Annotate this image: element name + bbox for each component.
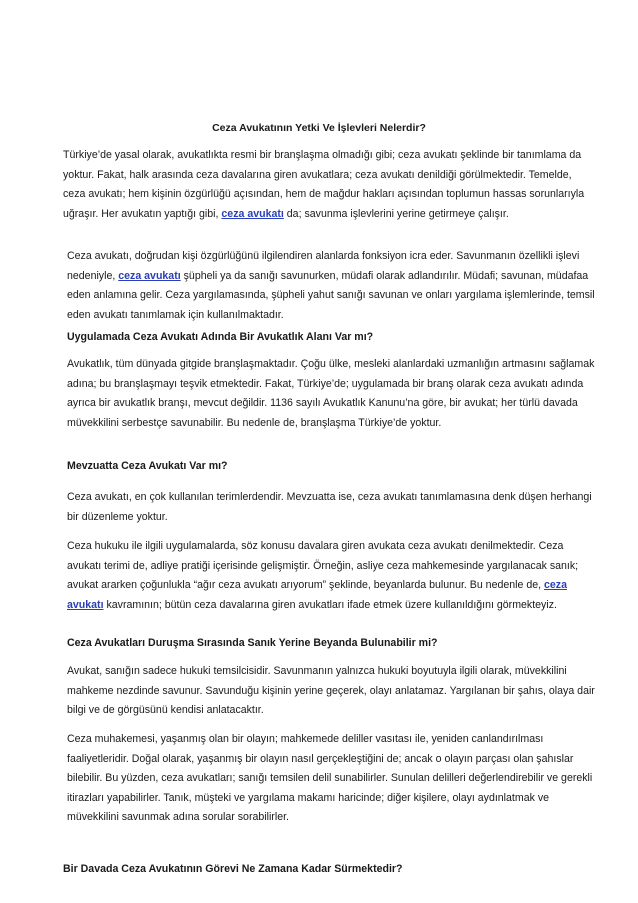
paragraph-intro-text-start: Türkiye’de yasal olarak, avukatlıkta resmi bir branşlaşma olmadığı gibi; ceza avukatı şeklinde bir tanımlama da yoktur. Fakat, halk arasında ceza davalarına giren avukatlara; ceza avukatı denildiği görülmektedir. Temelde, ceza avukatı; hem kişinin özgürlüğü açısından, hem de mağdur hakları açısından toplumun hassas sorunlarıyla uğraşır. Her avukatın yaptığı gibi, — [63, 149, 585, 220]
paragraph-legislation-2 — [63, 537, 597, 615]
ceza-avukati-link-3[interactable]: ceza avukatı — [67, 579, 567, 611]
heading-duration: Bir Davada Ceza Avukatının Görevi Ne Zamana Kadar Sürmektedir? — [63, 863, 403, 875]
ceza-avukati-link-1[interactable]: ceza avukatı — [221, 207, 284, 220]
ceza-avukati-link-2[interactable]: ceza avukatı — [118, 269, 181, 282]
paragraph-defender-text-start: Ceza avukatı, doğrudan kişi özgürlüğünü ilgilendiren alanlarda fonksiyon icra eder. Savunmanın özellikli işlevi nedeniyle, — [67, 250, 580, 282]
paragraph-practice: Avukatlık, tüm dünyada gitgide branşlaşmaktadır. Çoğu ülke, mesleki alanlardaki uzmanlığın artmasını sağlamak adına; bu branşlaşmayı teşvik etmektedir. Fakat, Türkiye’de; uygulamada bir branş olarak ceza avukatı adında ayrıca bir avukatlık branşı, mevcut değildir. 1136 sayılı Avukatlık Kanunu’na göre, bir avukat; her türlü davada müvekkilini serbestçe savunabilir. Bu nedenle de, branşlaşma Türkiye’de yoktur. — [67, 358, 595, 429]
paragraph-intro-text-end: da; savunma işlevlerini yerine getirmeye çalışır. — [283, 207, 509, 220]
paragraph-defender — [63, 247, 597, 325]
heading-hearing: Ceza Avukatları Duruşma Sırasında Sanık Yerine Beyanda Bulunabilir mi? — [67, 637, 438, 649]
paragraph-defender-text-end: şüpheli ya da sanığı savunurken, müdafi olarak adlandırılır. Müdafi; savunan, müdafaa eden anlamına gelir. Ceza yargılamasında, şüpheli yahut sanığı savunan ve onları yargılama işlemlerinde, temsil eden avukatı tanımlamak için kullanılmaktadır. — [67, 269, 595, 321]
paragraph-legislation-1: Ceza avukatı, en çok kullanılan terimlerdendir. Mevzuatta ise, ceza avukatı tanımlamasına denk düşen herhangi bir düzenleme yoktur. — [67, 491, 592, 523]
paragraph-hearing-2: Ceza muhakemesi, yaşanmış olan bir olayın; mahkemede deliller vasıtası ile, yeniden canlandırılması faaliyetleridir. Doğal olarak, yaşanmış bir olayın nasıl gerçekleştiğini de; ancak o olayın parçası olan şahıslar bilebilir. Bu yüzden, ceza avukatları; sanığı temsilen delil sunabilirler. Sunulan delilleri değerlendirebilir ve gerekli itirazları yapabilirler. Tanık, müşteki ve yargılama makamı haricinde; diğer kişilere, olayı aydınlatmak ve müvekkilini savunmak adına sorular sorabilirler. — [67, 733, 593, 824]
document-title: Ceza Avukatının Yetki Ve İşlevleri Nelerdir? — [212, 122, 426, 134]
paragraph-intro — [63, 146, 593, 224]
paragraph-legislation-2-text-start: Ceza hukuku ile ilgili uygulamalarda, söz konusu davalara giren avukata ceza avukatı denilmektedir. Ceza avukatı terimi de, adliye pratiği içerisinde gelişmiştir. Örneğin, asliye ceza mahkemesinde yargılanacak sanık; avukat ararken çoğunlukla “ağır ceza avukatı arıyorum” şeklinde, beyanlarda bulunur. Bu nedenle de, — [67, 540, 579, 592]
heading-practice: Uygulamada Ceza Avukatı Adında Bir Avukatlık Alanı Var mı? — [67, 331, 374, 343]
paragraph-legislation-2-text-end: kavramının; bütün ceza davalarına giren avukatları ifade etmek üzere kullanıldığını görmekteyiz. — [103, 598, 557, 611]
heading-legislation: Mevzuatta Ceza Avukatı Var mı? — [67, 460, 228, 472]
paragraph-hearing-1: Avukat, sanığın sadece hukuki temsilcisidir. Savunmanın yalnızca hukuki boyutuyla ilgili olarak, müvekkilini mahkeme nezdinde savunur. Savunduğu kişinin yerine geçerek, olayı anlatamaz. Yargılanan bir şahıs, olaya dair bilgi ve de görgüsünü kendisi anlatacaktır. — [67, 665, 595, 717]
